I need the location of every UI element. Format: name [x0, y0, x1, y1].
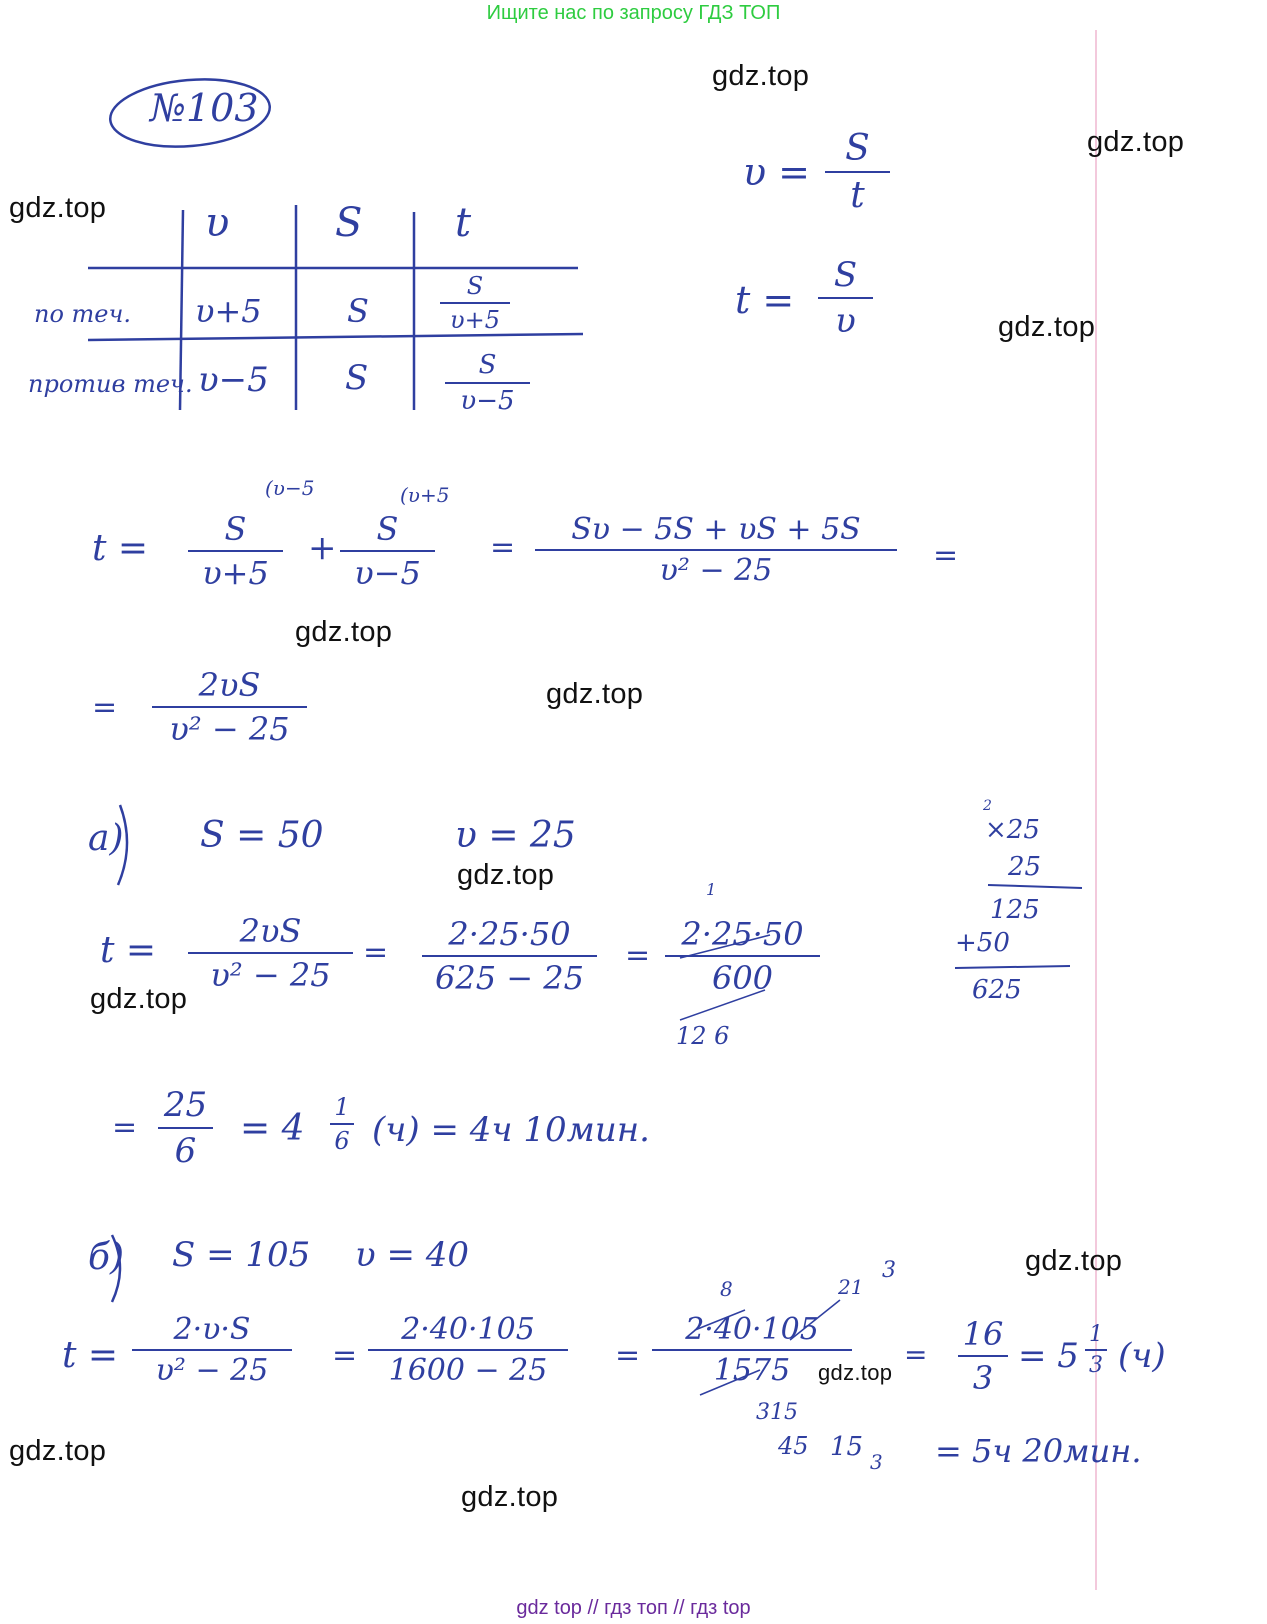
fraction-numerator: 2·40·105	[401, 1312, 535, 1347]
fraction-denominator: 1600 − 25	[388, 1353, 548, 1388]
fraction-bar	[652, 1349, 852, 1351]
fraction-bar	[535, 549, 897, 551]
watermark: gdz.top	[1025, 1245, 1123, 1277]
part-b-below-15: 15	[830, 1432, 864, 1462]
fraction-numerator: 1	[334, 1093, 350, 1121]
watermark: gdz.top	[461, 1481, 559, 1513]
part-b-v: υ = 40	[355, 1235, 470, 1275]
fraction-denominator: 3	[972, 1359, 994, 1397]
general-fraction-result	[152, 666, 307, 748]
fraction-denominator: υ² − 25	[169, 710, 290, 748]
cell-v-downstream: υ+5	[195, 292, 262, 330]
watermark: gdz.top	[998, 311, 1096, 343]
fraction-bar	[132, 1349, 292, 1351]
general-lhs: t =	[92, 528, 149, 569]
part-b-below-45: 45	[778, 1432, 809, 1460]
general-mult-2: (υ+5	[400, 483, 450, 507]
calc-line-3: 125	[990, 895, 1040, 925]
general-fraction-1	[188, 510, 283, 592]
row-label-downstream: по теч.	[34, 300, 132, 328]
general-mult-1: (υ−5	[265, 476, 315, 500]
fraction-denominator: υ−5	[460, 386, 515, 416]
part-a-fraction-1	[188, 912, 353, 994]
part-b-below-315: 315	[756, 1400, 798, 1425]
part-a-equals-3: =	[112, 1110, 138, 1145]
part-b-above-8: 8	[720, 1277, 733, 1301]
fraction-denominator: υ+5	[202, 554, 269, 592]
part-b-mixed-whole: = 5	[1018, 1336, 1079, 1376]
fraction-numerator: S	[833, 255, 858, 295]
fraction-denominator: t	[850, 175, 865, 216]
watermark: gdz.top	[712, 60, 810, 92]
fraction-numerator: 2·40·105	[685, 1312, 819, 1347]
fraction-denominator: υ² − 25	[210, 956, 331, 994]
fraction-numerator: Sυ − 5S + υS + 5S	[571, 512, 861, 547]
part-a-equals-1: =	[363, 935, 389, 970]
fraction-bar	[1085, 1349, 1107, 1351]
calc-line-2: 25	[1008, 852, 1042, 882]
fraction-denominator: 1575	[713, 1353, 791, 1388]
fraction-denominator: 625 − 25	[435, 959, 584, 997]
general-fraction-3	[535, 512, 897, 588]
fraction-denominator: υ−5	[354, 554, 421, 592]
row-label-upstream: против теч.	[28, 370, 193, 398]
problem-number: №103	[150, 86, 259, 130]
part-b-below-3: 3	[870, 1450, 883, 1474]
part-b-above-21: 21	[838, 1275, 864, 1299]
watermark: gdz.top	[295, 616, 393, 648]
part-a-fraction-3	[665, 915, 820, 997]
watermark: gdz.top	[1087, 126, 1185, 158]
fraction-bar	[422, 955, 597, 957]
calc-result: 625	[972, 975, 1022, 1005]
watermark: gdz.top	[90, 983, 188, 1015]
part-a-mixed-whole: = 4	[240, 1108, 305, 1149]
part-b-s: S = 105	[172, 1235, 311, 1275]
part-b-equals-2: =	[615, 1338, 641, 1373]
fraction-numerator: 25	[163, 1085, 208, 1125]
general-equals-3: =	[92, 690, 118, 725]
part-a-v: υ = 25	[455, 815, 576, 856]
general-equals-2: =	[933, 538, 959, 573]
part-b-mixed-fraction	[1085, 1322, 1107, 1378]
fraction-bar	[340, 550, 435, 552]
fraction-numerator: 2υS	[239, 912, 302, 950]
general-plus: +	[308, 528, 337, 568]
part-b-fraction-result	[958, 1315, 1008, 1397]
calc-line-4: +50	[955, 928, 1010, 958]
fraction-bar	[445, 382, 530, 384]
fraction-bar	[152, 706, 307, 708]
table-header-s: S	[335, 200, 363, 246]
general-fraction-2	[340, 510, 435, 592]
calc-line-1: ×25	[985, 815, 1040, 845]
part-b-unit: (ч)	[1118, 1336, 1166, 1376]
fraction-numerator: 2υS	[198, 666, 261, 704]
part-b-fraction-2	[368, 1312, 568, 1388]
fraction-bar	[330, 1123, 354, 1125]
fraction-denominator: 3	[1089, 1353, 1103, 1378]
fraction-denominator: υ	[835, 301, 856, 341]
fraction-numerator: S	[376, 510, 399, 548]
fraction-numerator: 2·25·50	[448, 915, 571, 953]
fraction-bar	[825, 171, 890, 173]
calc-carry: 2	[983, 798, 992, 814]
part-b-above-3: 3	[882, 1258, 896, 1283]
fraction-numerator: 2·υ·S	[173, 1312, 251, 1347]
fraction-denominator: υ² − 25	[155, 1353, 269, 1388]
table-header-v: υ	[205, 200, 230, 246]
part-b-fraction-1	[132, 1312, 292, 1388]
fraction-bar	[440, 302, 510, 304]
fraction-denominator: 6	[334, 1127, 350, 1155]
general-equals-1: =	[490, 530, 516, 565]
part-b-answer: = 5ч 20мин.	[935, 1432, 1142, 1470]
search-hint-top: Ищите нас по запросу ГДЗ ТОП	[486, 2, 781, 24]
part-a-mixed-fraction	[330, 1093, 354, 1155]
table-header-t: t	[455, 200, 472, 246]
cell-t-downstream	[440, 272, 510, 334]
fraction-bar	[158, 1127, 213, 1129]
fraction-bar	[958, 1355, 1008, 1357]
fraction-bar	[368, 1349, 568, 1351]
cell-s-upstream: S	[345, 358, 369, 398]
watermark: gdz.top	[546, 678, 644, 710]
part-a-fraction-2	[422, 915, 597, 997]
fraction-denominator: υ² − 25	[659, 553, 773, 588]
formula-t-lhs: t =	[735, 278, 795, 322]
part-b-equals-3: =	[904, 1338, 928, 1371]
formula-v-lhs: υ =	[743, 150, 811, 194]
fraction-numerator: S	[224, 510, 247, 548]
part-a-s: S = 50	[200, 815, 324, 856]
formula-v-fraction	[825, 128, 890, 216]
cell-s-downstream: S	[347, 292, 369, 330]
watermark: gdz.top	[9, 1435, 107, 1467]
fraction-numerator: 16	[962, 1315, 1004, 1353]
fraction-numerator: 2·25·50	[681, 915, 804, 953]
part-a-cancel-mark: 1	[706, 880, 717, 899]
fraction-bar	[188, 550, 283, 552]
part-a-lhs: t =	[100, 930, 157, 971]
part-b-equals-1: =	[332, 1338, 358, 1373]
watermark: gdz.top	[9, 192, 107, 224]
search-hint-bottom: gdz top // гдз топ // гдз top	[516, 1597, 751, 1619]
fraction-bar	[665, 955, 820, 957]
fraction-denominator: 600	[711, 959, 774, 997]
fraction-denominator: 6	[174, 1131, 197, 1171]
watermark: gdz.top	[457, 859, 555, 891]
part-a-equals-2: =	[625, 938, 651, 973]
fraction-numerator: S	[845, 128, 870, 169]
fraction-numerator: S	[478, 350, 497, 380]
fraction-numerator: S	[466, 272, 484, 300]
part-b-fraction-3	[652, 1312, 852, 1388]
part-a-label: а)	[88, 818, 124, 859]
fraction-bar	[818, 297, 873, 299]
cell-t-upstream	[445, 350, 530, 416]
fraction-denominator: υ+5	[450, 306, 500, 334]
part-b-label: б)	[88, 1237, 125, 1278]
part-a-fraction-result	[158, 1085, 213, 1171]
part-a-answer: (ч) = 4ч 10мин.	[372, 1110, 650, 1150]
watermark: gdz.top	[818, 1360, 893, 1385]
part-a-reduced: 12 6	[676, 1022, 730, 1050]
cell-v-upstream: υ−5	[198, 360, 269, 400]
fraction-numerator: 1	[1089, 1322, 1103, 1347]
formula-t-fraction	[818, 255, 873, 341]
fraction-bar	[188, 952, 353, 954]
part-b-lhs: t =	[62, 1335, 119, 1376]
